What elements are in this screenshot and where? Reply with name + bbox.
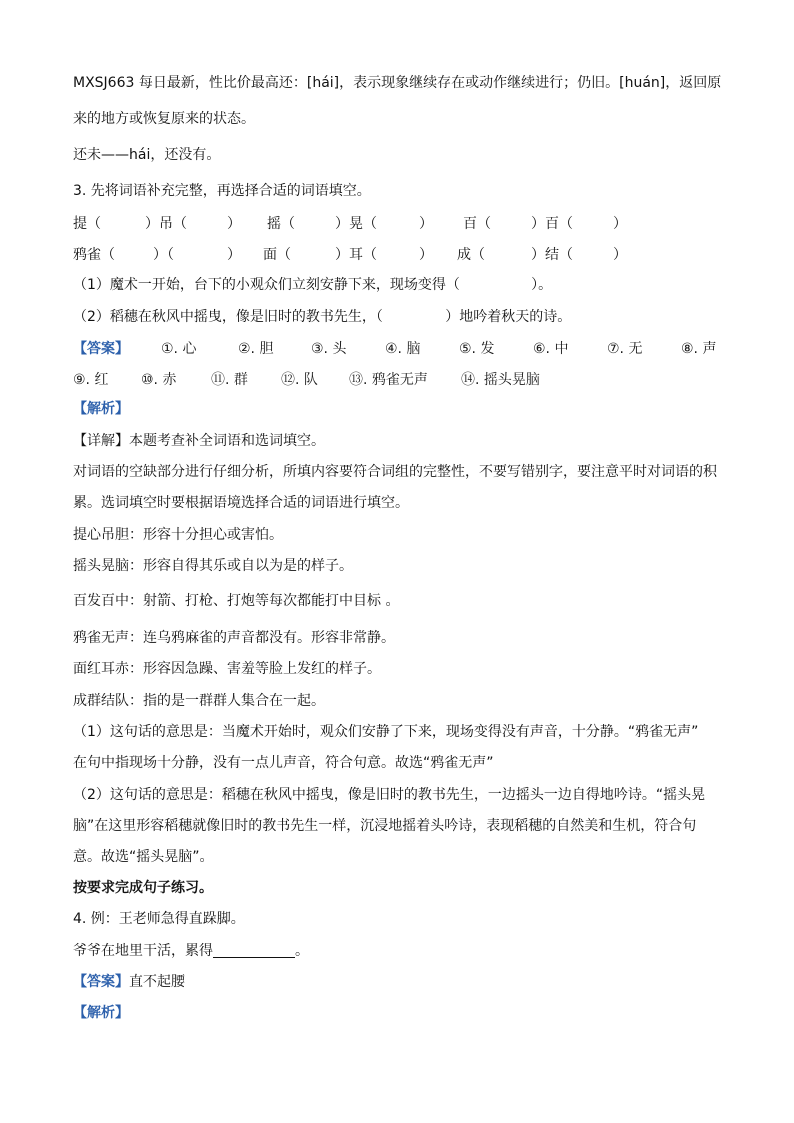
q4-stem: 4. 例：王老师急得直跺脚。 bbox=[73, 911, 245, 927]
answer-item: ②. 胆 bbox=[238, 341, 274, 357]
detail-line: （2）这句话的意思是：稻穗在秋风中摇曳，像是旧时的教书先生，一边摇头一边自得地吟诗。“摇头晃 bbox=[73, 787, 706, 803]
analysis-tag: 【解析】 bbox=[73, 401, 129, 417]
detail-line: 面红耳赤：形容因急躁、害羞等脸上发红的样子。 bbox=[73, 661, 381, 677]
detail-line: 百发百中：射箭、打枪、打炮等每次都能打中目标 。 bbox=[73, 593, 400, 609]
detail-line: 鸦雀无声：连乌鸦麻雀的声音都没有。形容非常静。 bbox=[73, 630, 395, 646]
q3-sub-2: （2）稻穗在秋风中摇曳，像是旧时的教书先生，（ ）地吟着秋天的诗。 bbox=[73, 309, 572, 325]
answer-item: ④. 脑 bbox=[385, 341, 421, 357]
q3-word-row-2 bbox=[73, 244, 723, 262]
answer-item: ⑦. 无 bbox=[607, 341, 643, 357]
answer-item: ⑫. 队 bbox=[281, 372, 318, 388]
detail-line: 脑”在这里形容稻穗就像旧时的教书先生一样，沉浸地摇着头吟诗，表现稻穗的自然美和生机，符合句 bbox=[73, 818, 697, 834]
answer-item: ⑭. 摇头晃脑 bbox=[461, 372, 540, 388]
intro-line-2: 来的地方或恢复原来的状态。 bbox=[73, 111, 255, 127]
detail-line: 对词语的空缺部分进行仔细分析，所填内容要符合词组的完整性，不要写错别字，要注意平时对词语的积 bbox=[73, 464, 717, 480]
detail-line: （1）这句话的意思是：当魔术开始时，观众们安静了下来，现场变得没有声音，十分静。“鸦雀无声” bbox=[73, 724, 699, 740]
q3-r1-cell: ） bbox=[419, 216, 433, 232]
q3-r1-cell: 摇（ bbox=[267, 216, 295, 232]
q3-stem: 3. 先将词语补充完整，再选择合适的词语填空。 bbox=[73, 183, 371, 199]
answer-item: ⑤. 发 bbox=[459, 341, 495, 357]
intro-line-3: 还未——hái，还没有。 bbox=[73, 147, 221, 163]
answer-item: ⑧. 声 bbox=[681, 341, 717, 357]
answer-item: ⑪. 群 bbox=[211, 372, 248, 388]
q3-r2-cell: 成（ bbox=[457, 247, 485, 263]
answer-item: ⑨. 红 bbox=[73, 372, 109, 388]
q3-r2-cell: ） bbox=[227, 247, 241, 263]
detail-line: 意。故选“摇头晃脑”。 bbox=[73, 849, 214, 865]
q3-r1-cell: ）百（ bbox=[531, 216, 573, 232]
section-title: 按要求完成句子练习。 bbox=[73, 880, 213, 896]
q3-r2-cell: ）（ bbox=[153, 247, 174, 263]
q3-r1-cell: 百（ bbox=[463, 216, 491, 232]
answer-item: ⑩. 赤 bbox=[141, 372, 177, 388]
q4-sentence bbox=[73, 942, 309, 960]
q3-r1-cell: ） bbox=[613, 216, 627, 232]
answer-tag: 【答案】 bbox=[73, 341, 129, 357]
intro-line-1: MXSJ663 每日最新，性比价最高还：[hái]，表示现象继续存在或动作继续进行；仍旧。[huán]，返回原 bbox=[73, 75, 722, 91]
q3-word-row-1 bbox=[73, 213, 723, 231]
q3-r2-cell: ） bbox=[419, 247, 433, 263]
q3-r2-cell: 鸦雀（ bbox=[73, 247, 115, 263]
q3-r1-cell: ）晃（ bbox=[335, 216, 377, 232]
q3-sub-1: （1）魔术一开始，台下的小观众们立刻安静下来，现场变得（ ）。 bbox=[73, 277, 553, 293]
detail-line: 累。选词填空时要根据语境选择合适的词语进行填空。 bbox=[73, 495, 409, 511]
q3-r2-cell: ）耳（ bbox=[335, 247, 377, 263]
q3-r1-cell: ）吊（ bbox=[145, 216, 187, 232]
answer-item: ①. 心 bbox=[161, 341, 197, 357]
analysis-tag: 【解析】 bbox=[73, 1005, 129, 1021]
answer-item: ⑬. 鸦雀无声 bbox=[349, 372, 428, 388]
detail-line: 在句中指现场十分静，没有一点儿声音，符合句意。故选“鸦雀无声” bbox=[73, 755, 494, 771]
q4-sentence-prefix: 爷爷在地里干活，累得 bbox=[73, 943, 213, 959]
detail-line: 摇头晃脑：形容自得其乐或自以为是的样子。 bbox=[73, 558, 353, 574]
q3-r2-cell: ） bbox=[613, 247, 627, 263]
detail-line: 提心吊胆：形容十分担心或害怕。 bbox=[73, 527, 283, 543]
q4-sentence-suffix: 。 bbox=[295, 943, 309, 959]
q4-answer-blank bbox=[213, 943, 295, 958]
q3-r2-cell: 面（ bbox=[263, 247, 291, 263]
answer-tag: 【答案】 bbox=[73, 974, 129, 990]
detail-line: 【详解】本题考查补全词语和选词填空。 bbox=[73, 433, 325, 449]
q3-r2-cell: ）结（ bbox=[531, 247, 573, 263]
answer-item: ⑥. 中 bbox=[533, 341, 569, 357]
q3-r1-cell: ） bbox=[227, 216, 241, 232]
q4-answer bbox=[73, 973, 185, 991]
q3-r1-cell: 提（ bbox=[73, 216, 101, 232]
detail-line: 成群结队：指的是一群群人集合在一起。 bbox=[73, 693, 325, 709]
q4-answer-text: 直不起腰 bbox=[129, 974, 185, 990]
answer-item: ③. 头 bbox=[311, 341, 347, 357]
